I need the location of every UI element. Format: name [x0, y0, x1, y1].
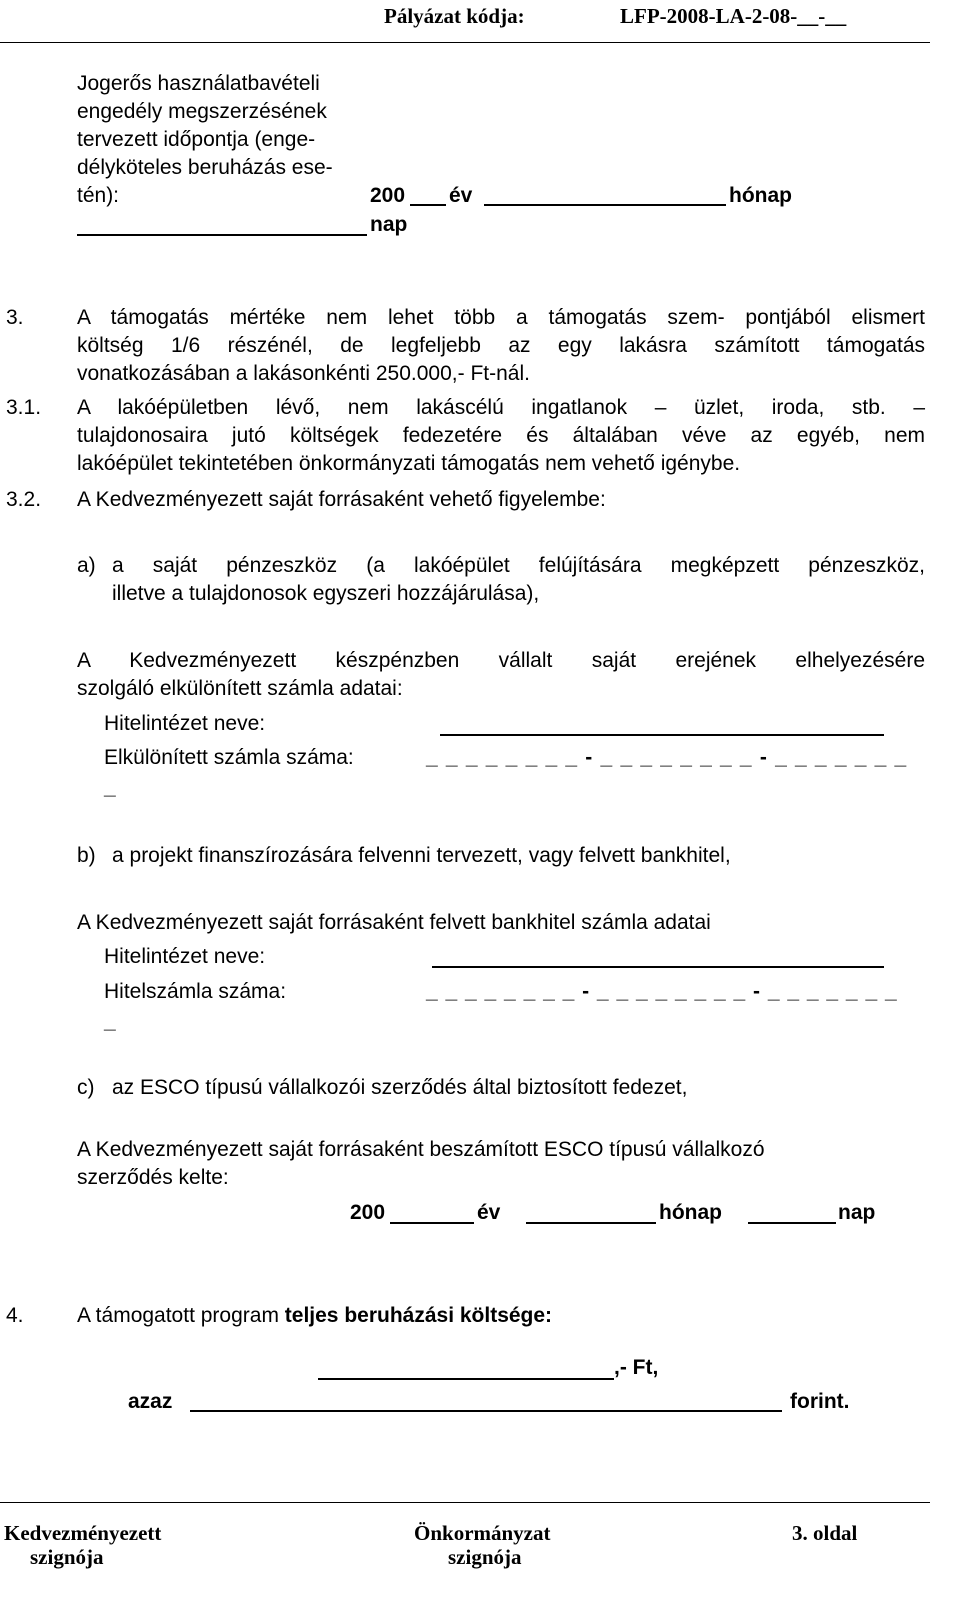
section-4-text-bold: teljes beruházási költsége:: [284, 1304, 553, 1327]
footer-beneficiary-line1: Kedvezményezett: [4, 1521, 162, 1545]
footer-beneficiary-line2: szignója: [30, 1545, 104, 1569]
occupancy-line: tervezett időpontja (enge-: [77, 128, 316, 151]
azaz-label: azaz: [128, 1390, 173, 1413]
section-3-line: A támogatás mértéke nem lehet több a támogatás szem- pontjából elismert: [77, 306, 925, 329]
section-3-1-line: tulajdonosaira jutó költségek fedezetére és általában véve az egyéb, nem: [77, 424, 925, 447]
item-c-year-prefix: 200: [350, 1201, 386, 1224]
item-c-day-field[interactable]: [748, 1222, 836, 1224]
occupancy-year-field[interactable]: [410, 204, 446, 206]
occupancy-day-field[interactable]: [77, 234, 367, 236]
section-3-number: 3.: [6, 306, 24, 329]
item-a-account-tail: _: [104, 776, 116, 799]
cost-ft-suffix: ,- Ft,: [614, 1356, 659, 1379]
item-a-line: illetve a tulajdonosok egyszeri hozzájárulása),: [112, 582, 540, 605]
footer-page-number: 3. oldal: [792, 1521, 858, 1545]
occupancy-line: délyköteles beruházás ese-: [77, 156, 333, 179]
item-a-line: a saját pénzeszköz (a lakóépület felújítására megképzett pénzeszköz,: [112, 554, 925, 577]
section-3-line: költség 1/6 részénél, de legfeljebb az egy lakásra számított támogatás: [77, 334, 925, 357]
item-c-text: az ESCO típusú vállalkozói szerződés által biztosított fedezet,: [112, 1076, 688, 1099]
occupancy-line: Jogerős használatbavételi: [77, 72, 320, 95]
footer-municipality-line2: szignója: [448, 1545, 522, 1569]
item-a-account-line: A Kedvezményezett készpénzben vállalt saját erejének elhelyezésére: [77, 649, 925, 672]
item-a-bank-label: Hitelintézet neve:: [104, 712, 266, 735]
item-a-bank-field[interactable]: [440, 734, 884, 736]
header-code-value: [620, 4, 846, 29]
section-3-2-number: 3.2.: [6, 488, 42, 511]
footer-municipality-line1: Önkormányzat: [414, 1521, 551, 1545]
item-c-contract-line: A Kedvezményezett saját forrásaként beszámított ESCO típusú vállalkozó: [77, 1138, 765, 1161]
item-a-marker: a): [77, 554, 96, 577]
section-4-text-plain: A támogatott program: [77, 1304, 285, 1327]
item-b-marker: b): [77, 844, 96, 867]
item-b-account-tail: _: [104, 1010, 116, 1033]
footer-rule: [0, 1502, 930, 1503]
section-3-2-text: A Kedvezményezett saját forrásaként vehető figyelembe:: [77, 488, 606, 511]
item-b-bank-label: Hitelintézet neve:: [104, 945, 266, 968]
section-4-number: 4.: [6, 1304, 24, 1327]
item-b-text: a projekt finanszírozására felvenni tervezett, vagy felvett bankhitel,: [112, 844, 731, 867]
item-c-month-field[interactable]: [526, 1222, 656, 1224]
section-4-text: [77, 1304, 552, 1328]
occupancy-month-field[interactable]: [484, 204, 726, 206]
occupancy-line: engedély megszerzésének: [77, 100, 327, 123]
occupancy-year-prefix: 200: [370, 184, 406, 207]
item-a-account-mask[interactable]: _ _ _ _ _ _ _ _ - _ _ _ _ _ _ _ _ - _ _ _ _ _ _ _: [426, 746, 908, 769]
forint-label: forint.: [790, 1390, 850, 1413]
item-c-month-label: hónap: [659, 1201, 722, 1224]
item-b-account-heading: A Kedvezményezett saját forrásaként felvett bankhitel számla adatai: [77, 911, 711, 934]
section-3-1-line: A lakóépületben lévő, nem lakáscélú ingatlanok – üzlet, iroda, stb. –: [77, 396, 925, 419]
section-3-line: vonatkozásában a lakásonkénti 250.000,- Ft-nál.: [77, 362, 530, 385]
item-a-account-line: szolgáló elkülönített számla adatai:: [77, 677, 403, 700]
cost-words-field[interactable]: [190, 1410, 782, 1412]
occupancy-day-label: nap: [370, 213, 408, 236]
occupancy-year-label: év: [449, 184, 473, 207]
item-c-marker: c): [77, 1076, 95, 1099]
header-code-label: Pályázat kódja:: [384, 4, 525, 28]
cost-amount-field[interactable]: [318, 1378, 614, 1380]
item-c-contract-line: szerződés kelte:: [77, 1166, 229, 1189]
item-b-account-mask[interactable]: _ _ _ _ _ _ _ _ - _ _ _ _ _ _ _ _ - _ _ _ _ _ _ _: [426, 980, 898, 1003]
section-3-1-line: lakóépület tekintetében önkormányzati támogatás nem vehető igénybe.: [77, 452, 741, 475]
item-b-bank-field[interactable]: [432, 966, 884, 968]
item-a-account-label: Elkülönített számla száma:: [104, 746, 354, 769]
item-c-year-field[interactable]: [390, 1222, 474, 1224]
section-3-1-number: 3.1.: [6, 396, 42, 419]
item-c-day-label: nap: [838, 1201, 876, 1224]
occupancy-month-label: hónap: [729, 184, 792, 207]
header-code-value-text: LFP-2008-LA-2-08-__-__: [620, 4, 847, 28]
item-b-account-label: Hitelszámla száma:: [104, 980, 287, 1003]
item-c-year-label: év: [477, 1201, 501, 1224]
occupancy-line: tén):: [77, 184, 120, 207]
header-rule: [0, 42, 930, 43]
